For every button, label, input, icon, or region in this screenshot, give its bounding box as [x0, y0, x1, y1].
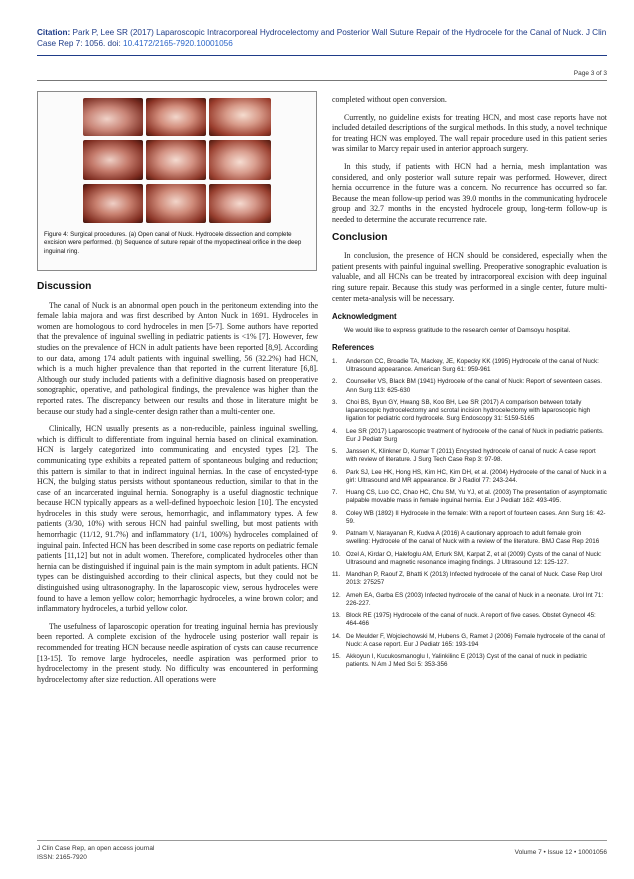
right-column [332, 95, 607, 674]
reference-item: 2. Counseller VS, Black BM (1941) Hydrocele of the canal of Nuck: Report of seventeen cases. Ann Surg 113: 625-630 [332, 378, 603, 394]
surgical-photo-7 [83, 184, 143, 223]
acknowledgment-heading: Acknowledgment [332, 312, 397, 322]
discussion-paragraph: Currently, no guideline exists for treating HCN, and most case reports have not included detailed descriptions of the surgical methods. In this study, a novel technique for treating HCN was employed. The wall repair procedure used in this patient series was similar to Marcy repair used in anterior approach surgery. [332, 112, 607, 154]
issn: ISSN: 2165-7920 [37, 854, 87, 861]
surgical-photo-5 [146, 140, 206, 180]
citation-text: Park P, Lee SR (2017) Laparoscopic Intracorporeal Hydrocelectomy and Posterior Wall Suture Repair of the Hydrocele for the Canal of Nuck. J Clin Case Rep 7: 1056. doi: [37, 28, 607, 48]
footer-volume: Volume 7 • Issue 12 • 10001056 [514, 849, 607, 856]
citation-label: Citation: [37, 28, 71, 37]
reference-item: 1. Anderson CC, Broadie TA, Mackey, JE, Kopecky KK (1995) Hydrocele of the canal of Nuck: Ultrasound appearance. American Surg 61: 959-961 [332, 357, 599, 374]
figure-4 [37, 91, 317, 271]
acknowledgment-text: We would like to express gratitude to the research center of Damsoyu hospital. [344, 326, 571, 334]
reference-item: 10. Ozel A, Kirdar O, Halefoglu AM, Erturk SM, Karpat Z, et al (2009) Cysts of the canal of Nuck: Ultrasound and magnetic resonance imaging findings. J Ultrasound 12: 125-127. [332, 550, 602, 566]
reference-item: 6. Park SJ, Lee HK, Hong HS, Kim HC, Kim DH, et al. (2004) Hydrocele of the canal of Nuck in a girl: Ultrasound and MR appearance. Br J Radiol 77: 243-244. [332, 468, 607, 484]
discussion-paragraph: The canal of Nuck is an abnormal open pouch in the peritoneum extending into the female labia majora and was first described by Anton Nuck in 1691. Hydroceles in women are homologous to cord hydroceles in men [5-7]. Some authors have reported that the prevalence of inguinal swelling in pediatric patients is <1% [7]. However, few studies on the prevalence of HCN in adult patients have been reported [8,9]. According to our data, among 174 adult patients with inguinal swelling, 56 (32.2%) had HCN, which is a much higher prevalence than that reported in the current literature [6,8]. Although our study included patients with a definitive diagnosis based on preoperative sonographic, operative, and pathological findings, the prevalence was higher than the reported rates. The discrepancy between our results and those in literature might be because our study had a single-center design rather than a multi-center one. [37, 300, 318, 416]
reference-item: 7. Huang CS, Luo CC, Chao HC, Chu SM, Yu YJ, et al. (2003) The presentation of asymptomatic palpable movable mass in female inguinal hernia. Eur J Pediatr 162: 493-495. [332, 489, 607, 505]
header-divider [37, 80, 607, 81]
conclusion-paragraph: In conclusion, the presence of HCN should be considered, especially when the patient presents with painful inguinal swelling. Preoperative sonographic evaluation is valuable, and all HCNs can be treated by intracorporeal excision with deep inguinal ring suture repair. Because this study was performed in a single center, future multi-center meta-analysis will be necessary. [332, 251, 607, 303]
surgical-photo-3 [209, 98, 271, 136]
surgical-photo-2 [146, 98, 206, 136]
reference-item: 13. Block RE (1975) Hydrocele of the canal of nuck. A report of five cases. Obstet Gynecol 45: 464-466 [332, 612, 596, 628]
doi-link[interactable]: 10.4172/2165-7920.10001056 [123, 39, 233, 48]
reference-item: 8. Coley WB (1892) II Hydrocele in the female: With a report of fourteen cases. Ann Surg 16: 42-59. [332, 509, 606, 525]
figure-caption: Figure 4: Surgical procedures. (a) Open canal of Nuck. Hydrocele dissection and complete excision were performed. (b) Sequence of suture repair of the myopectineal orifice in the deep inguinal ring. [44, 231, 302, 255]
reference-item: 9. Patnam V, Narayanan R, Kudva A (2016) A cautionary approach to adult female groin swelling: Hydrocele of the canal of Nuck with a review of the literature. BMJ Case Rep 2016 [332, 530, 600, 546]
footer-rule [37, 840, 607, 841]
page-number: Page 3 of 3 [573, 70, 607, 77]
references-heading: References [332, 343, 375, 353]
surgical-photo-4 [83, 140, 143, 180]
surgical-photo-9 [209, 184, 271, 223]
reference-item: 15. Akkoyun I, Kucukosmanoglu I, Yalinkilinc E (2013) Cyst of the canal of nuck in pediatric patients. N Am J Med Sci 5: 353-356 [332, 653, 587, 669]
footer-journal [37, 844, 154, 862]
figure-photo-grid [83, 98, 271, 223]
left-column [37, 277, 318, 692]
reference-item: 5. Janssen K, Klinkner D, Kumar T (2011) Encysted hydrocele of canal of nuck: A case report with review of literature. J Surg Tech Case Rep 3: 97-98. [332, 448, 596, 464]
surgical-photo-8 [146, 184, 206, 223]
discussion-paragraph: Clinically, HCN usually presents as a non-reducible, painless inguinal swelling, which is difficult to differentiate from inguinal hernia based on clinical examination. HCN is largely categorized into communicating and encysted types [2]. The communicating type exhibits a repeated pattern of spontaneous bulging and reduction; this pattern is similar to that in indirect inguinal hernias. In the case of encysted-type HCN, the bulging status persists without spontaneous reduction, similar to that in the case of an incarcerated inguinal hernia. Sonography is a useful diagnostic technique because HCN typically appears as a well-defined hypoechoic lesion [10]. The encysted hydroceles in this study were serous, hemorrhagic, and inflammatory types. A few patients (3/30, 10%) with serous HCN had painful swelling, but most patients with hemorrhagic (11/12, 91.7%) and inflammatory (1/1, 100%) hydroceles complained of inguinal pain. Infected HCN has been described in some case reports on pediatric female patients [11,12] but not in adult women. Therefore, complicated hydroceles other than hernia can be distinguished if inguinal pain is the main symptom in adult patients. HCN types can be distinguished according to their clinical aspects, but they could not be distinguished using ultrasonography. In the laparoscopic view, serous hydroceles were found to have a lemon yellow color; hemorrhagic hydroceles, a wine brown color; and inflammatory hydroceles, a turbid yellow color. [37, 424, 318, 614]
continued-text: completed without open conversion. [332, 95, 447, 104]
citation [37, 27, 607, 49]
surgical-photo-1 [83, 98, 143, 136]
discussion-heading: Discussion [37, 281, 92, 292]
reference-list [332, 358, 607, 669]
journal-line: J Clin Case Rep, an open access journal [37, 845, 155, 852]
discussion-paragraph: The usefulness of laparoscopic operation for treating inguinal hernia has previously been reported. A complete excision of the hydrocele using posterior wall repair is recommended for treating HCN because needle aspiration of cysts can cause recurrence [13-15]. To remove large hydroceles, needle aspiration was performed prior to hydrocelectomy in the present study. No difficulty was encountered in performing hydrocelectomy after size reduction. All operations were [37, 621, 318, 684]
reference-item: 3. Choi BS, Byun GY, Hwang SB, Koo BH, Lee SR (2017) A comparison between totally laparoscopic hydrocelectomy and scrotal incision hydrocelectomy with laparoscopic high ligation for pediatric cord hydrocele. Surg Endoscopy 31: 5159-5165 [332, 398, 591, 423]
conclusion-heading: Conclusion [332, 231, 388, 243]
header-rule [37, 55, 607, 56]
reference-item: 4. Lee SR (2017) Laparoscopic treatment of hydrocele of the canal of Nuck in pediatric patients. Eur J Pediatr Surg [332, 427, 604, 443]
discussion-paragraph: In this study, if patients with HCN had a hernia, mesh implantation was considered, and only posterior wall suture repair was performed. However, direct hernia occurrence in the future was a concern. No recurrence has occurred so far. Because the mean follow-up period was 39.0 months in the communicating hydrocele group and 32.7 months in the encysted hydrocele group, long-term follow-up is needed to determine the accurate recurrence rate. [332, 161, 607, 224]
reference-item: 12. Ameh EA, Garba ES (2003) Infected hydrocele of the canal of Nuck in a neonate. Urol Int 71: 226-227. [332, 591, 604, 607]
reference-item: 14. De Meulder F, Wojciechowski M, Hubens G, Ramet J (2006) Female hydrocele of the canal of Nuck: A case report. Eur J Pediatr 165: 193-194 [332, 632, 606, 648]
reference-item: 11. Mandhan P, Raouf Z, Bhatti K (2013) Infected hydrocele of the canal of Nuck. Case Rep Urol 2013: 275257 [332, 571, 603, 587]
surgical-photo-6 [209, 140, 271, 180]
